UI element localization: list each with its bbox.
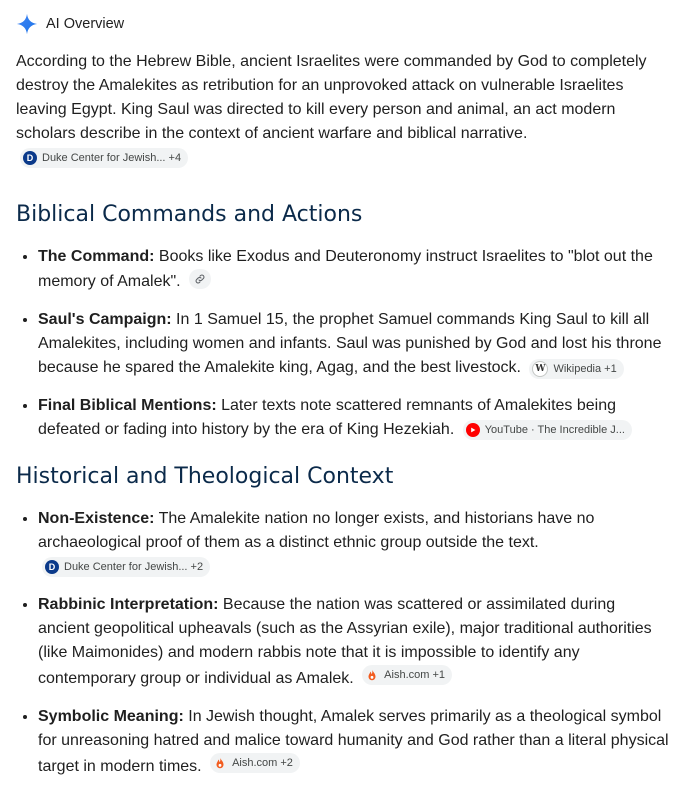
- item-text: In 1 Samuel 15, the prophet Samuel commands King Saul to kill all Amalekites, including women and infants. Saul was punished by God and lost his throne because he spared the Amalekite king, Agag, and the best livestock.: [38, 311, 662, 376]
- item-text: In Jewish thought, Amalek serves primarily as a theological symbol for unreasoning hatred and malice toward humanity and God rather than a literal physical target in modern times.: [38, 708, 669, 775]
- source-chip[interactable]: [20, 148, 188, 168]
- ai-overview-title: AI Overview: [46, 16, 125, 32]
- item-text: The Amalekite nation no longer exists, and historians have no archaeological proof of them as a distinct ethnic group outside the text.: [38, 510, 595, 551]
- item-term: Symbolic Meaning:: [38, 708, 184, 725]
- item-term: Non-Existence:: [38, 510, 155, 527]
- item-text: Later texts note scattered remnants of Amalekites being defeated or fading into history by the era of King Hezekiah.: [38, 397, 617, 438]
- source-chip[interactable]: [362, 665, 452, 685]
- section-heading: Historical and Theological Context: [16, 464, 394, 489]
- source-chip[interactable]: [189, 269, 211, 289]
- list-item: [38, 705, 670, 779]
- source-chip-label: Wikipedia +1: [553, 363, 617, 375]
- duke-logo-icon: D: [45, 560, 59, 574]
- source-chip[interactable]: [463, 420, 632, 440]
- duke-logo-icon: D: [23, 151, 37, 165]
- source-chip-label: Duke Center for Jewish... +4: [42, 152, 182, 164]
- section-heading: Biblical Commands and Actions: [16, 202, 363, 227]
- item-term: The Command:: [38, 248, 155, 265]
- section-list: [16, 245, 670, 442]
- link-icon: [194, 273, 206, 285]
- source-chip[interactable]: [210, 753, 300, 773]
- sparkle-icon: [16, 13, 38, 35]
- list-item: [38, 245, 670, 294]
- item-text: Books like Exodus and Deuteronomy instruct Israelites to "blot out the memory of Amalek".: [38, 248, 653, 290]
- list-item: [38, 593, 670, 691]
- list-item: [38, 507, 670, 579]
- source-chip-label: Aish.com +1: [384, 669, 446, 681]
- source-chip[interactable]: [42, 557, 210, 577]
- list-item: [38, 308, 670, 380]
- intro-text: According to the Hebrew Bible, ancient Israelites were commanded by God to completely destroy the Amalekites as retribution for an unprovoked attack on vulnerable Israelites leaving Egypt. King Saul was directed to kill every person and animal, an act modern scholars describe in the context of ancient warfare and biblical narrative.: [16, 53, 647, 142]
- item-term: Final Biblical Mentions:: [38, 397, 217, 414]
- section-list: [16, 507, 670, 779]
- item-term: Rabbinic Interpretation:: [38, 596, 219, 613]
- item-term: Saul's Campaign:: [38, 311, 172, 328]
- item-text: Because the nation was scattered or assimilated during ancient geopolitical upheavals (such as the Assyrian exile), major traditional authorities (like Maimonides) and modern rabbis note that it is impossible to identify any contemporary group or individual as Amalek.: [38, 596, 652, 687]
- source-chip-label: YouTube · The Incredible J...: [484, 424, 625, 436]
- intro-paragraph: [16, 50, 670, 170]
- aish-flame-icon: [213, 756, 227, 770]
- youtube-icon: [466, 423, 480, 437]
- ai-overview-header: [16, 0, 670, 48]
- wikipedia-icon: W: [532, 361, 548, 377]
- source-chip-label: Duke Center for Jewish... +2: [64, 561, 204, 573]
- aish-flame-icon: [365, 668, 379, 682]
- source-chip[interactable]: [529, 359, 623, 379]
- source-chip-label: Aish.com +2: [232, 757, 293, 769]
- list-item: [38, 394, 670, 442]
